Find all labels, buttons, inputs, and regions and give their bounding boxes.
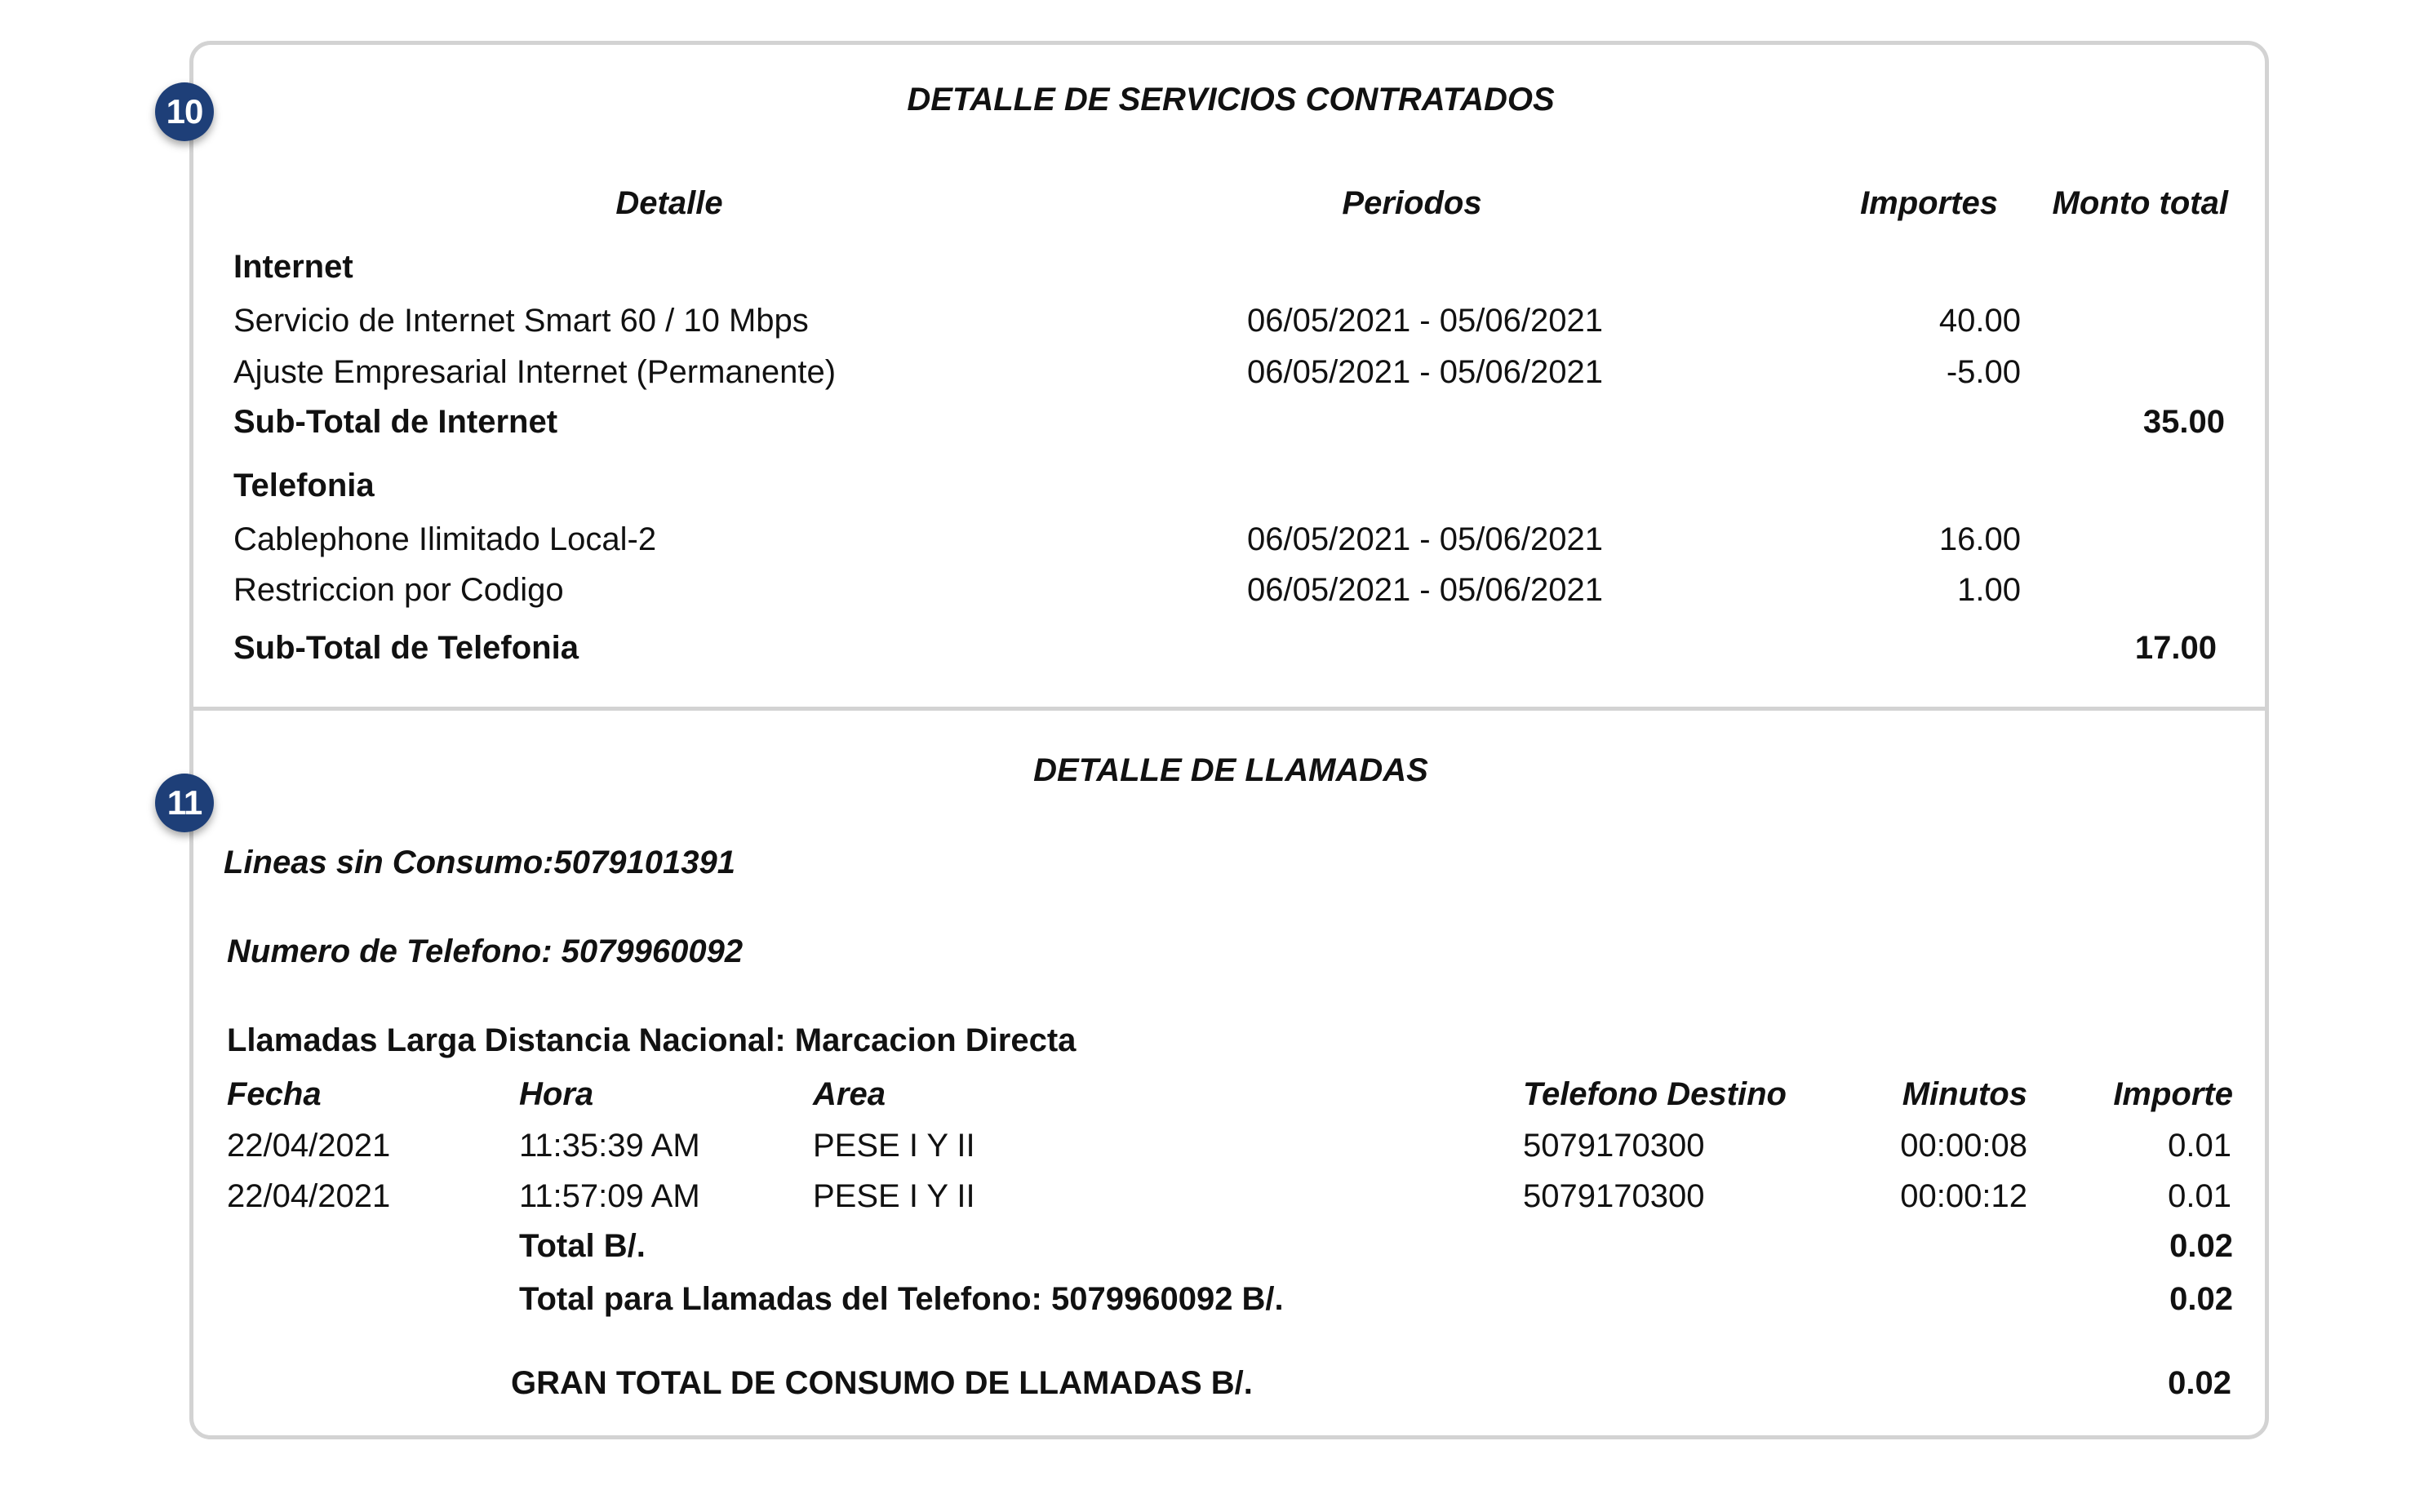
grand-total-value: 0.02 (2168, 1365, 2231, 1401)
header-area: Area (813, 1076, 886, 1112)
header-telefono-destino: Telefono Destino (1523, 1076, 1787, 1112)
call-area: PESE I Y II (813, 1178, 975, 1214)
service-detail: Ajuste Empresarial Internet (Permanente) (233, 354, 837, 390)
header-importes: Importes (1860, 185, 1998, 221)
call-amount: 0.01 (2168, 1128, 2231, 1164)
section-divider (189, 707, 2269, 711)
header-minutos: Minutos (1902, 1076, 2027, 1112)
call-time: 11:35:39 AM (519, 1128, 700, 1164)
service-amount: 1.00 (1957, 572, 2021, 608)
service-period: 06/05/2021 - 05/06/2021 (1247, 354, 1603, 390)
subtotal-telefonia-label: Sub-Total de Telefonia (233, 630, 579, 666)
badge-11: 11 (155, 774, 214, 832)
subtotal-internet-label: Sub-Total de Internet (233, 404, 558, 440)
service-period: 06/05/2021 - 05/06/2021 (1247, 303, 1603, 339)
calls-title: DETALLE DE LLAMADAS (1033, 752, 1428, 788)
service-period: 06/05/2021 - 05/06/2021 (1247, 572, 1603, 608)
call-date: 22/04/2021 (227, 1178, 391, 1214)
header-importe: Importe (2113, 1076, 2233, 1112)
total-value: 0.02 (2169, 1228, 2233, 1264)
grand-total-label: GRAN TOTAL DE CONSUMO DE LLAMADAS B/. (511, 1365, 1253, 1401)
call-area: PESE I Y II (813, 1128, 975, 1164)
subtotal-internet-value: 35.00 (2142, 404, 2225, 440)
call-date: 22/04/2021 (227, 1128, 391, 1164)
service-amount: 16.00 (1938, 521, 2021, 557)
total-label: Total B/. (519, 1228, 646, 1264)
call-minutes: 00:00:08 (1900, 1128, 2027, 1164)
statement-panel (189, 41, 2269, 1439)
call-minutes: 00:00:12 (1900, 1178, 2027, 1214)
call-time: 11:57:09 AM (519, 1178, 700, 1214)
service-detail: Restriccion por Codigo (233, 572, 564, 608)
header-hora: Hora (519, 1076, 594, 1112)
service-amount: 40.00 (1938, 303, 2021, 339)
group-internet: Internet (233, 249, 353, 285)
header-monto-total: Monto total (2052, 185, 2228, 221)
call-destination: 5079170300 (1523, 1178, 1705, 1214)
phone-total-value: 0.02 (2169, 1281, 2233, 1317)
header-detalle: Detalle (615, 185, 723, 221)
lines-without-usage: Lineas sin Consumo:5079101391 (224, 845, 735, 880)
phone-number: Numero de Telefono: 5079960092 (227, 933, 744, 969)
group-telefonia: Telefonia (233, 468, 375, 503)
header-fecha: Fecha (227, 1076, 322, 1112)
service-amount: -5.00 (1946, 354, 2021, 390)
call-destination: 5079170300 (1523, 1128, 1705, 1164)
header-periodos: Periodos (1342, 185, 1482, 221)
phone-total-label: Total para Llamadas del Telefono: 5079960092 B/. (519, 1281, 1284, 1317)
calls-section-title: Llamadas Larga Distancia Nacional: Marcacion Directa (227, 1022, 1077, 1058)
call-amount: 0.01 (2168, 1178, 2231, 1214)
service-detail: Cablephone Ilimitado Local-2 (233, 521, 657, 557)
subtotal-telefonia-value: 17.00 (2134, 630, 2217, 666)
services-title: DETALLE DE SERVICIOS CONTRATADOS (907, 82, 1555, 118)
badge-10: 10 (155, 82, 214, 141)
service-period: 06/05/2021 - 05/06/2021 (1247, 521, 1603, 557)
service-detail: Servicio de Internet Smart 60 / 10 Mbps (233, 303, 809, 339)
